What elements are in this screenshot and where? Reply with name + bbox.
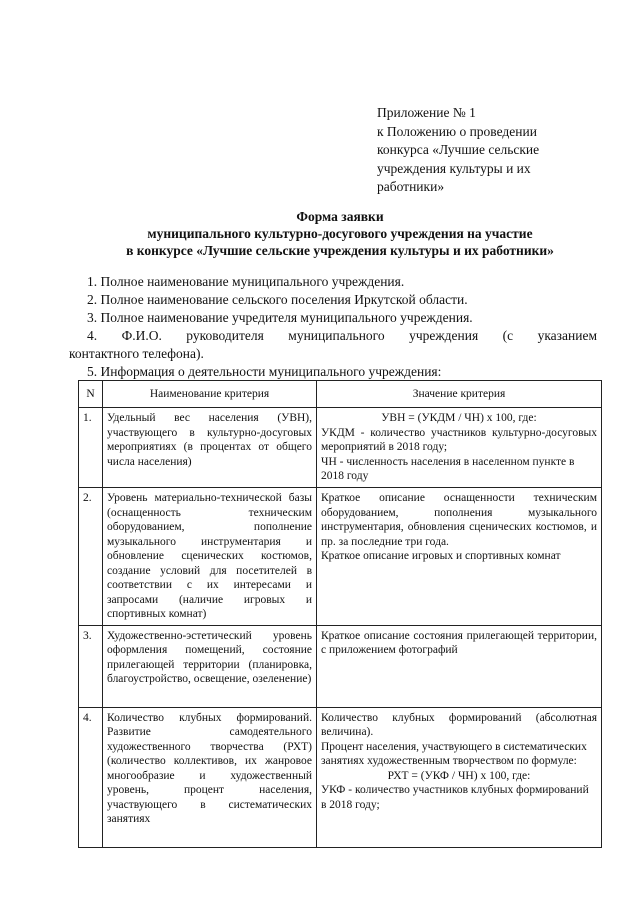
header-value: Значение критерия <box>317 381 602 408</box>
info-item: 3. Полное наименование учредителя муниципального учреждения. <box>87 310 473 325</box>
table-header-row <box>79 381 602 408</box>
value-line: ЧН - численность населения в населенном пункте в 2018 году <box>321 455 575 482</box>
appendix-line: к Положению о проведении <box>377 123 537 139</box>
value-line: Краткое описание состояния прилегающей территории, с приложением фотографий <box>321 629 597 656</box>
criteria-table <box>78 380 602 848</box>
row-value <box>317 625 602 707</box>
appendix-line: конкурса «Лучшие сельские <box>377 142 540 157</box>
row-criterion: Удельный вес населения (УВН), участвующего в культурно-досуговых мероприятиях (в процентах от общего числа населения) <box>103 408 317 488</box>
info-item: 5. Информация о деятельности муниципального учреждения: <box>87 364 442 379</box>
value-line: РХТ = (УКФ / ЧН) х 100, где: <box>387 769 531 782</box>
row-criterion: Количество клубных формирований. Развитие самодеятельного художественного творчества (РХТ) (количество коллективов, их жанровое многообразие и художественный уровень, процент населения, участвующего в систематических занятиях <box>103 707 317 847</box>
info-item-continuation: контактного телефона). <box>69 346 204 361</box>
value-line: УКДМ - количество участников культурно-досуговых мероприятий в 2018 году; <box>321 426 597 453</box>
row-number: 3. <box>79 625 103 707</box>
form-title-line: муниципального культурно-досугового учреждения на участие <box>147 226 533 241</box>
row-value <box>317 408 602 488</box>
value-line: Краткое описание игровых и спортивных комнат <box>321 550 561 562</box>
value-line: Процент населения, участвующего в систематических занятиях художественным творчеством по формуле: <box>321 740 587 767</box>
value-line: УВН = (УКДМ / ЧН) х 100, где: <box>381 412 537 424</box>
form-title-line: Форма заявки <box>296 209 384 224</box>
info-list <box>69 273 597 381</box>
row-criterion: Художественно-эстетический уровень оформления помещений, состояние прилегающей территории (планировка, благоустройство, освещение, озеленение) <box>103 625 317 707</box>
info-item: 4. Ф.И.О. руководителя муниципального учреждения (с указанием <box>87 328 597 343</box>
info-item: 1. Полное наименование муниципального учреждения. <box>87 274 405 289</box>
table-row <box>79 707 602 847</box>
value-line: Количество клубных формирований (абсолютная величина). <box>321 711 597 738</box>
appendix-heading <box>377 104 587 197</box>
appendix-line: учреждения культуры и их <box>377 160 531 176</box>
row-number: 2. <box>79 488 103 626</box>
row-value <box>317 707 602 847</box>
form-title-line: в конкурсе «Лучшие сельские учреждения культуры и их работники» <box>126 243 554 258</box>
value-line: УКФ - количество участников клубных формирований в 2018 году; <box>321 784 589 811</box>
row-number: 1. <box>79 408 103 488</box>
table-row <box>79 488 602 626</box>
row-criterion: Уровень материально-технической базы (оснащенность техническим оборудованием, пополнение музыкального инструментария и обновление сценических костюмов, создание условий для посетителей в соответствии с их интересами и запросами (наличие игровых и спортивных комнат) <box>103 488 317 626</box>
info-item: 2. Полное наименование сельского поселения Иркутской области. <box>87 292 468 307</box>
header-number: N <box>79 381 103 408</box>
appendix-line: работники» <box>377 179 445 194</box>
table-row <box>79 408 602 488</box>
value-line: Краткое описание оснащенности техническим оборудованием, пополнения музыкального инструментария, обновления сценических костюмов, и пр. за последние три года. <box>321 492 597 548</box>
row-number: 4. <box>79 707 103 847</box>
form-title <box>60 208 620 259</box>
appendix-line: Приложение № 1 <box>377 105 476 120</box>
table-row <box>79 625 602 707</box>
row-value <box>317 488 602 626</box>
header-criterion: Наименование критерия <box>103 381 317 408</box>
